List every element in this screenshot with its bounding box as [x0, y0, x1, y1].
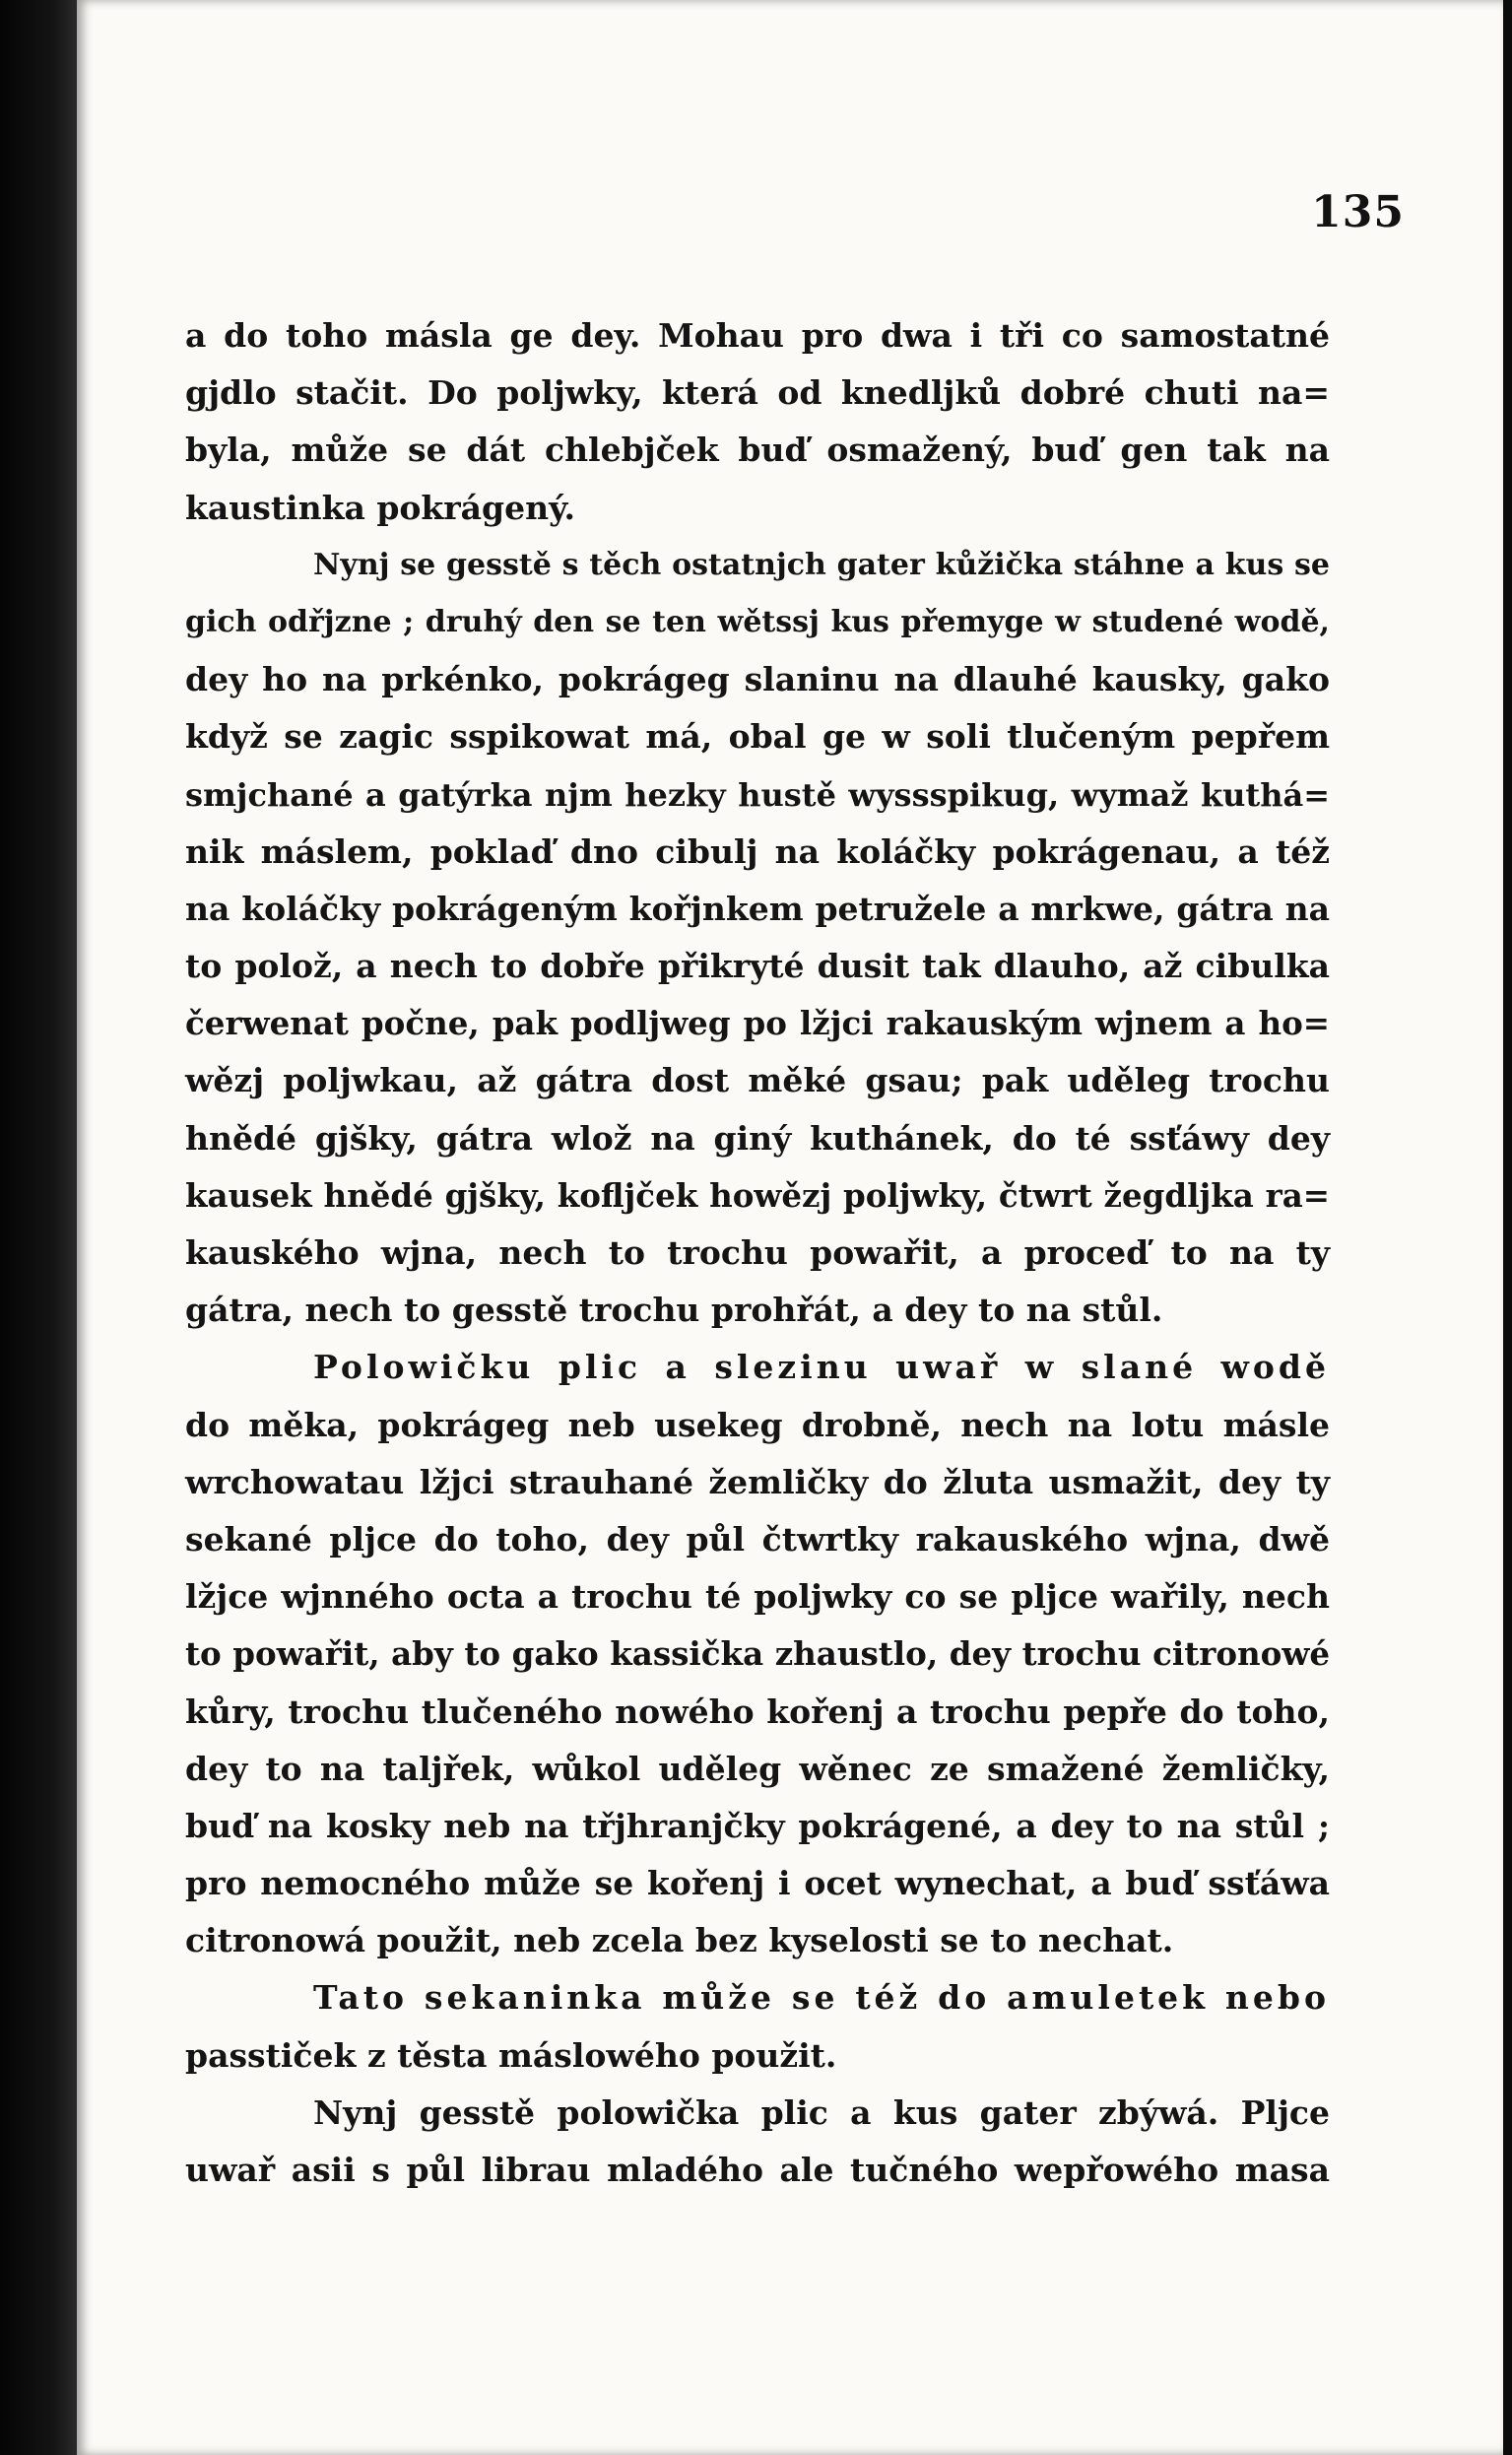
text-line: dey to na taljřek, wůkol uděleg wěnec ze smažené žemličky,: [185, 1749, 1330, 1788]
text-line: uwař asii s půl librau mladého ale tučného wepřowého masa: [185, 2151, 1330, 2189]
text-line: když se zagic sspikowat má, obal ge w soli tlučeným pepřem: [185, 717, 1330, 757]
text-line: kauského wjna, nech to trochu powařit, a proceď to na ty: [185, 1233, 1330, 1272]
text-line: Nynj gesstě polowička plic a kus gater zbýwá. Pljce: [313, 2092, 1330, 2132]
text-line: lžjce wjnného octa a trochu té poljwky co se pljce wařily, nech: [185, 1577, 1330, 1617]
text-line: gjdlo stačit. Do poljwky, která od knedljků dobré chuti na=: [185, 373, 1330, 413]
text-line: Tato sekaninka může se též do amuletek nebo: [313, 1978, 1330, 2018]
text-line: citronowá použit, neb zcela bez kyselosti se to nechat.: [185, 1921, 1174, 1960]
text-line: pro nemocného může se kořenj i ocet wynechat, a buď ssťáwa: [185, 1864, 1330, 1903]
page-text: [185, 307, 1330, 2199]
text-line: smjchané a gatýrka njm hezky hustě wyssspikug, wymaž kuthá=: [185, 775, 1330, 814]
text-line: hnědé gjšky, gátra wlož na giný kuthánek, do té ssťáwy dey: [185, 1118, 1330, 1158]
text-line: nik máslem, poklaď dno cibulj na koláčky pokrágenau, a též: [185, 831, 1330, 871]
text-line: wězj poljwkau, až gátra dost měké gsau; pak uděleg trochu: [185, 1061, 1330, 1100]
text-line: buď na kosky neb na třjhranjčky pokrágené, a dey to na stůl ;: [185, 1806, 1330, 1845]
book-gutter: [0, 0, 77, 2455]
text-line: do měka, pokrágeg neb usekeg drobně, nech na lotu másle: [185, 1405, 1330, 1444]
text-line: gich odřjzne ; druhý den se ten wětssj kus přemyge w studené wodě,: [185, 604, 1330, 639]
text-line: to powařit, aby to gako kassička zhaustlo, dey trochu citronowé: [185, 1634, 1330, 1674]
text-line: passtiček z těsta máslowého použit.: [185, 2035, 837, 2075]
text-line: na koláčky pokrágeným kořjnkem petružele a mrkwe, gátra na: [185, 889, 1330, 928]
text-line: čerwenat počne, pak podljweg po lžjci rakauským wjnem a ho=: [185, 1004, 1330, 1043]
text-line: wrchowatau lžjci strauhané žemličky do žluta usmažit, dey ty: [185, 1462, 1330, 1501]
text-line: sekané pljce do toho, dey půl čtwrtky rakauského wjna, dwě: [185, 1519, 1330, 1559]
text-line: dey ho na prkénko, pokrágeg slaninu na dlauhé kausky, gako: [185, 660, 1330, 699]
page-number: 135: [1311, 187, 1405, 237]
text-line: to polož, a nech to dobře přikryté dusit tak dlauho, až cibulka: [185, 947, 1330, 986]
text-line: a do toho másla ge dey. Mohau pro dwa i tři co samostatné: [185, 316, 1330, 355]
text-line: kausek hnědé gjšky, kofljček howězj poljwky, čtwrt žegdljka ra=: [185, 1175, 1330, 1215]
text-line: gátra, nech to gesstě trochu prohřát, a dey to na stůl.: [185, 1291, 1163, 1330]
text-line: Polowičku plic a slezinu uwař w slané wodě: [313, 1348, 1330, 1387]
text-line: byla, může se dát chlebjček buď osmažený, buď gen tak na: [185, 431, 1330, 470]
text-line: Nynj se gesstě s těch ostatnjch gater kůžička stáhne a kus se: [313, 547, 1330, 582]
text-line: kůry, trochu tlučeného nowého kořenj a trochu pepře do toho,: [185, 1692, 1330, 1731]
text-line: kaustinka pokrágený.: [185, 488, 575, 527]
